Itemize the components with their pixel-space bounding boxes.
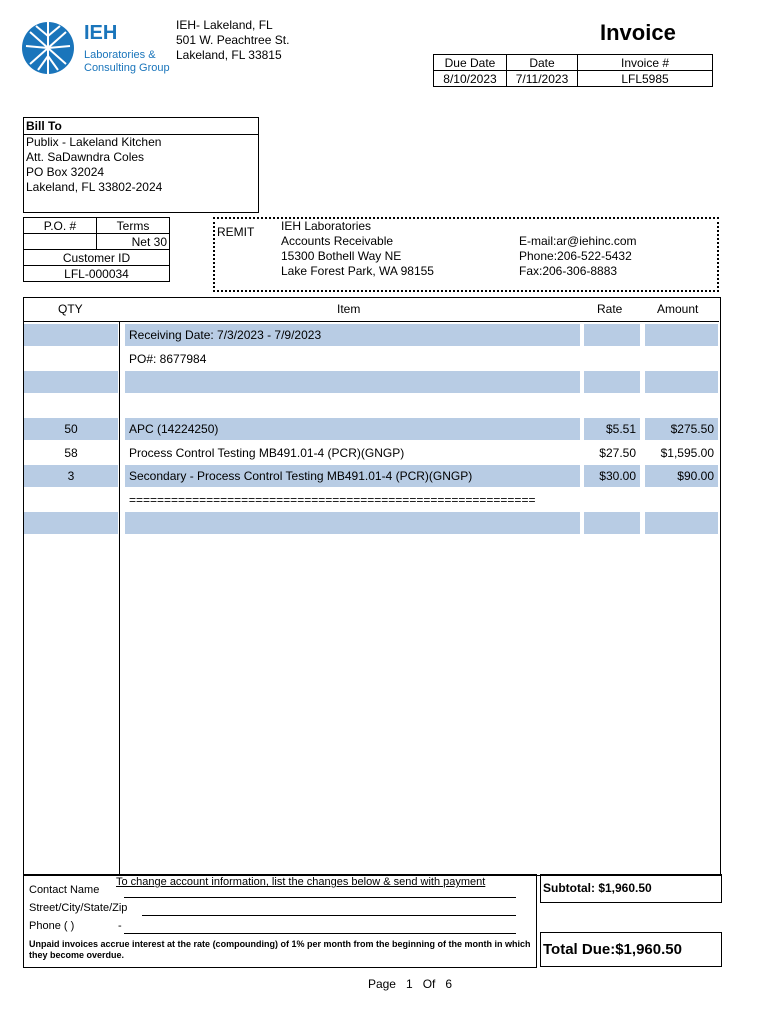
terms-value: Net 30 bbox=[97, 234, 170, 250]
subtotal: Subtotal: $1,960.50 bbox=[540, 874, 722, 903]
due-date-value: 8/10/2023 bbox=[434, 71, 507, 87]
row-qty: 58 bbox=[64, 446, 78, 460]
invoice-no-label: Invoice # bbox=[578, 55, 713, 71]
bill-to-line-3: PO Box 32024 bbox=[26, 165, 105, 179]
street-line[interactable] bbox=[142, 915, 516, 916]
address-line-3: Lakeland, FL 33815 bbox=[176, 48, 282, 62]
rate-header: Rate bbox=[597, 302, 623, 316]
phone-dash: - bbox=[118, 920, 122, 932]
invoice-title: Invoice bbox=[600, 20, 676, 45]
bill-to-line-4: Lakeland, FL 33802-2024 bbox=[26, 180, 163, 194]
row-rate bbox=[584, 371, 640, 393]
row-rate: $30.00 bbox=[584, 465, 640, 487]
page-of: Of bbox=[422, 977, 436, 991]
row-item bbox=[125, 512, 580, 534]
po-value bbox=[24, 234, 97, 250]
row-qty bbox=[24, 348, 118, 370]
row-qty bbox=[24, 512, 118, 534]
row-qty bbox=[24, 324, 118, 346]
remit-phone: Phone:206-522-5432 bbox=[519, 249, 632, 263]
row-rate: $5.51 bbox=[584, 418, 640, 440]
row-amount: $1,595.00 bbox=[660, 446, 714, 460]
row-amount bbox=[645, 489, 718, 511]
address-line-1: IEH- Lakeland, FL bbox=[176, 18, 273, 32]
address-line-2: 501 W. Peachtree St. bbox=[176, 33, 290, 47]
page-indicator bbox=[0, 977, 770, 991]
bill-to-header: Bill To bbox=[24, 118, 258, 135]
row-rate bbox=[584, 395, 640, 417]
bill-to-line-1: Publix - Lakeland Kitchen bbox=[26, 135, 162, 149]
invoice-no-value: LFL5985 bbox=[578, 71, 713, 87]
row-item: ========================================================== bbox=[129, 493, 536, 507]
row-rate bbox=[584, 324, 640, 346]
row-item: Process Control Testing MB491.01-4 (PCR)(GNGP) bbox=[129, 446, 405, 460]
row-item: APC (14224250) bbox=[125, 418, 580, 440]
row-rate bbox=[584, 489, 640, 511]
row-rate bbox=[584, 348, 640, 370]
page-current: 1 bbox=[405, 977, 413, 991]
item-header: Item bbox=[337, 302, 361, 316]
remit-line-1: IEH Laboratories bbox=[281, 219, 372, 233]
po-label: P.O. # bbox=[24, 218, 97, 234]
row-item bbox=[125, 371, 580, 393]
table-row bbox=[24, 465, 718, 487]
change-note: To change account information, list the changes below & send with payment bbox=[116, 876, 486, 888]
page-label: Page bbox=[367, 977, 396, 991]
contact-name-line[interactable] bbox=[124, 897, 516, 898]
row-item: Receiving Date: 7/3/2023 - 7/9/2023 bbox=[125, 324, 580, 346]
row-amount bbox=[645, 512, 718, 534]
table-row bbox=[24, 395, 718, 417]
row-amount bbox=[645, 324, 718, 346]
amount-header: Amount bbox=[657, 302, 699, 316]
row-amount bbox=[645, 348, 718, 370]
row-qty bbox=[24, 489, 118, 511]
table-row bbox=[24, 324, 718, 346]
contact-change-area bbox=[23, 874, 537, 968]
row-item: PO#: 8677984 bbox=[129, 352, 207, 366]
logo-sub-2: Consulting Group bbox=[84, 62, 170, 74]
phone-line[interactable] bbox=[124, 933, 516, 934]
company-logo bbox=[20, 18, 170, 78]
table-row bbox=[24, 371, 718, 393]
row-amount bbox=[645, 371, 718, 393]
po-terms-table bbox=[23, 217, 170, 282]
total-due: Total Due:$1,960.50 bbox=[540, 932, 722, 967]
contact-name-label: Contact Name bbox=[29, 884, 100, 896]
terms-label: Terms bbox=[97, 218, 170, 234]
remit-fax: Fax:206-306-8883 bbox=[519, 264, 618, 278]
date-value: 7/11/2023 bbox=[507, 71, 578, 87]
row-item: Secondary - Process Control Testing MB491.01-4 (PCR)(GNGP) bbox=[125, 465, 580, 487]
logo-sub-1: Laboratories & bbox=[84, 49, 156, 61]
remit-email: E-mail:ar@iehinc.com bbox=[519, 234, 637, 248]
date-label: Date bbox=[507, 55, 578, 71]
row-qty: 50 bbox=[24, 418, 118, 440]
phone-label: Phone ( ) bbox=[29, 920, 75, 932]
row-rate: $27.50 bbox=[599, 446, 636, 460]
table-row bbox=[24, 348, 718, 370]
bill-to-line-2: Att. SaDawndra Coles bbox=[26, 150, 145, 164]
customer-id-value: LFL-000034 bbox=[24, 266, 170, 282]
row-amount bbox=[645, 395, 718, 417]
logo-main-text: IEH bbox=[84, 22, 118, 44]
page-total: 6 bbox=[445, 977, 453, 991]
remit-line-3: 15300 Bothell Way NE bbox=[281, 249, 402, 263]
remit-label: REMIT bbox=[217, 225, 255, 239]
col-divider-qty bbox=[119, 321, 120, 874]
invoice-meta-table bbox=[433, 54, 713, 87]
remit-box bbox=[213, 217, 719, 292]
row-qty bbox=[24, 371, 118, 393]
due-date-label: Due Date bbox=[434, 55, 507, 71]
customer-id-label: Customer ID bbox=[24, 250, 170, 266]
table-row bbox=[24, 442, 718, 464]
row-amount: $275.50 bbox=[645, 418, 718, 440]
qty-header: QTY bbox=[58, 302, 83, 316]
remit-line-2: Accounts Receivable bbox=[281, 234, 394, 248]
remit-line-4: Lake Forest Park, WA 98155 bbox=[281, 264, 434, 278]
items-header bbox=[23, 297, 719, 322]
row-rate bbox=[584, 512, 640, 534]
table-row bbox=[24, 489, 718, 511]
globe-leaf-icon bbox=[20, 18, 80, 78]
row-amount: $90.00 bbox=[645, 465, 718, 487]
interest-note: Unpaid invoices accrue interest at the rate (compounding) of 1% per month from the beginning of the month in which they become overdue. bbox=[29, 939, 531, 960]
row-item bbox=[125, 395, 580, 417]
company-address bbox=[176, 18, 289, 63]
table-row bbox=[24, 418, 718, 440]
street-label: Street/City/State/Zip bbox=[29, 902, 128, 914]
row-qty bbox=[24, 395, 118, 417]
table-row bbox=[24, 512, 718, 534]
row-qty: 3 bbox=[24, 465, 118, 487]
bill-to-box bbox=[23, 117, 259, 213]
